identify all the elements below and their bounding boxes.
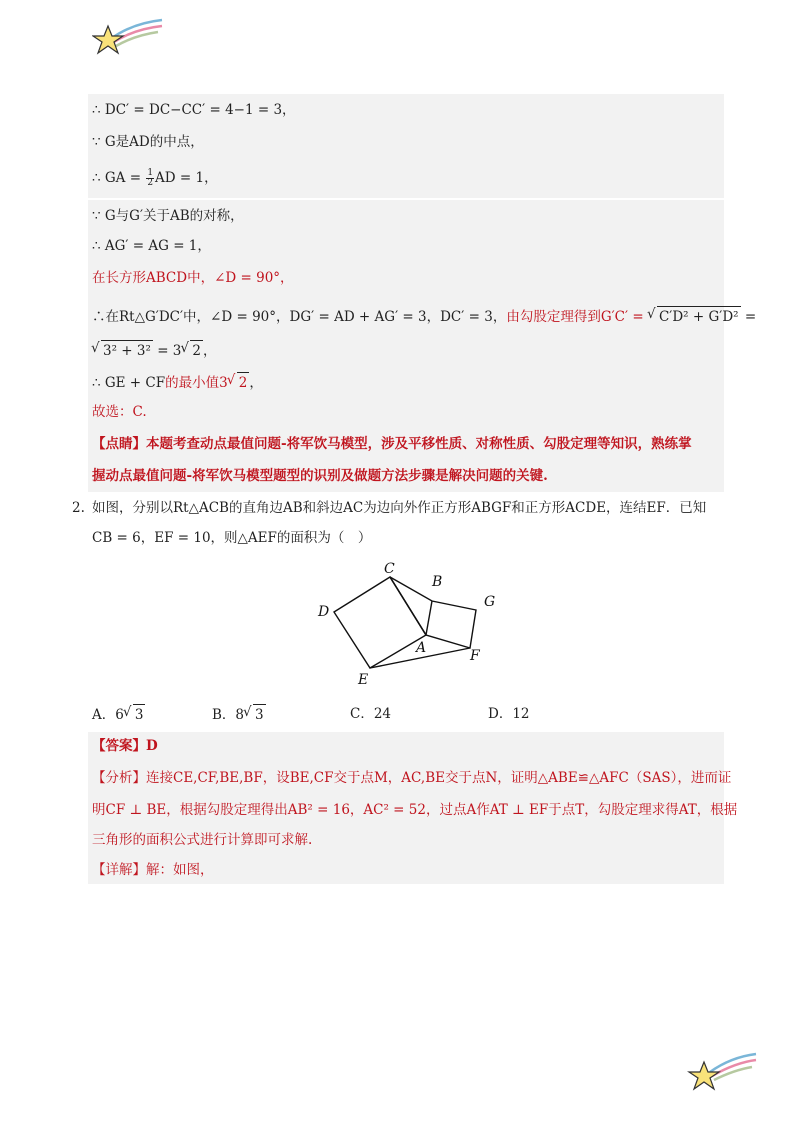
figure-lines	[334, 577, 476, 668]
question-text-line-2: CB = 6，EF = 10，则△AEF的面积为（ ）	[92, 530, 372, 546]
square-acde	[334, 577, 426, 668]
label-d: D	[318, 604, 330, 620]
option-label: D．12	[488, 706, 530, 722]
fraction-numerator: 1	[147, 168, 154, 178]
shooting-star-icon	[92, 16, 166, 60]
segment-ca	[390, 577, 426, 635]
option-c[interactable]	[350, 704, 391, 724]
text-span: ∴ GA =	[92, 170, 146, 186]
dianjing-line-2: 握动点最值问题-将军饮马模型题型的识别及做题方法步骤是解决问题的关键.	[92, 468, 548, 484]
fraction	[146, 169, 154, 188]
sqrt-expression: √ 3	[133, 704, 146, 725]
sqrt-expression: √ 2	[190, 340, 203, 361]
solution-line-4: ∵ G与G′关于AB的对称，	[92, 208, 244, 224]
geometry-figure	[310, 560, 510, 690]
analysis-line-2: 明CF ⊥ BE，根据勾股定理得出AB² = 16，AC² = 52，过点A作AT ⊥ EF于点T，勾股定理求得AT，根据	[92, 802, 738, 818]
sqrt-expression: √ 2	[237, 372, 250, 393]
option-label: A．6	[92, 707, 124, 723]
solution-line-7	[92, 306, 756, 327]
sqrt-expression: √ 3² + 3²	[101, 340, 153, 361]
label-c: C	[384, 561, 395, 577]
answer-line: 【答案】D	[92, 738, 158, 754]
sqrt-expression: √ C′D² + G′D²	[657, 306, 741, 327]
label-a: A	[416, 640, 427, 656]
question-text-line-1: 如图，分别以Rt△ACB的直角边AB和斜边AC为边向外作正方形ABGF和正方形ACDE，连结EF．已知	[92, 500, 707, 516]
solution-line-8	[92, 340, 216, 361]
text-span: 由勾股定理得到G′C′ =	[506, 309, 648, 325]
label-e: E	[358, 672, 369, 688]
text-span: ∴在Rt△G′DC′中，∠D = 90°，DG′ = AD + AG′ = 3，DC′ = 3，	[92, 309, 507, 325]
question-number: 2.	[72, 500, 85, 516]
text-span: = 3	[152, 343, 182, 359]
detail-line: 【详解】解：如图，	[92, 862, 214, 878]
solution-line-6: 在长方形ABCD中，∠D = 90°，	[92, 270, 294, 286]
solution-line-10: 故选：C.	[92, 404, 147, 420]
option-label: C．24	[350, 706, 392, 722]
option-a[interactable]	[92, 704, 145, 725]
sqrt-expression: √ 3	[253, 704, 266, 725]
text-span: 的最小值3	[165, 375, 228, 391]
label-g: G	[484, 594, 496, 610]
text-span: AD = 1，	[155, 170, 218, 186]
analysis-line-1: 【分析】连接CE,CF,BE,BF，设BE,CF交于点M，AC,BE交于点N，证明△ABE≌△AFC（SAS），进而证	[92, 770, 732, 786]
text-span: ∴ GE + CF	[92, 375, 166, 391]
option-label: B．8	[212, 707, 245, 723]
solution-line-1: ∴ DC′ = DC−CC′ = 4−1 = 3，	[92, 102, 296, 118]
analysis-line-3: 三角形的面积公式进行计算即可求解.	[92, 832, 313, 848]
option-d[interactable]	[488, 704, 530, 724]
solution-line-9	[92, 372, 263, 393]
text-span: =	[740, 309, 757, 325]
segment-ab	[426, 601, 432, 635]
solution-line-2: ∵ G是AD的中点，	[92, 134, 204, 150]
option-b[interactable]	[212, 704, 266, 725]
solution-line-3	[92, 168, 218, 188]
dianjing-line-1: 【点睛】本题考查动点最值问题-将军饮马模型，涉及平移性质、对称性质、勾股定理等知识，熟练掌	[92, 436, 692, 452]
label-b: B	[432, 574, 443, 590]
label-f: F	[470, 648, 480, 664]
shooting-star-icon	[686, 1048, 758, 1096]
text-span: ，	[202, 343, 217, 359]
fraction-denominator: 2	[147, 178, 154, 188]
solution-line-5: ∴ AG′ = AG = 1，	[92, 238, 211, 254]
text-span: ，	[249, 375, 263, 391]
